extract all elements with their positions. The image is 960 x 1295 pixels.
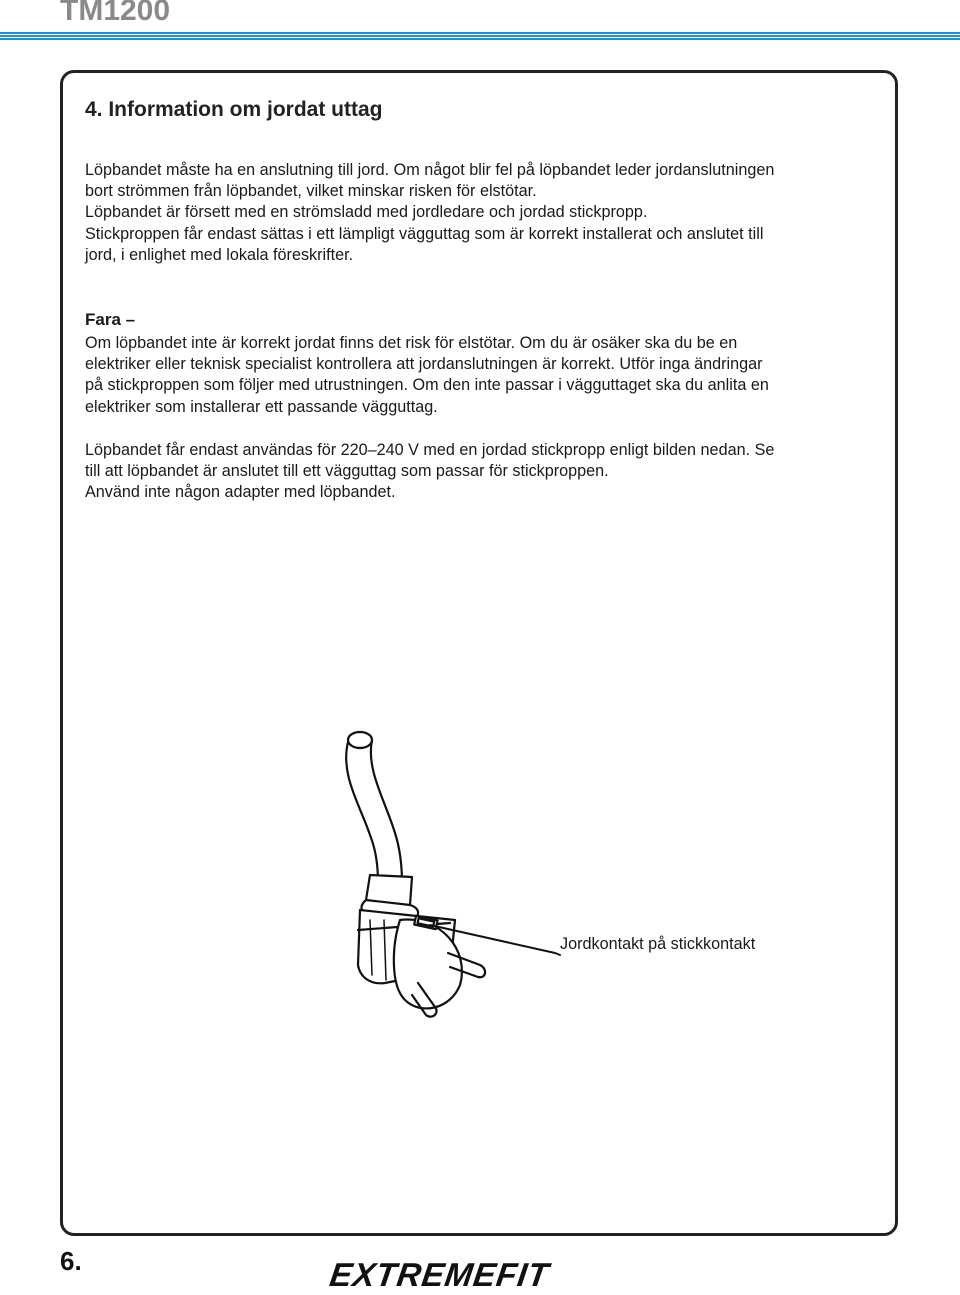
header-rule bbox=[0, 32, 960, 41]
warning-line-2: elektriker eller teknisk specialist kontrollera att jordanslutningen är korrekt. Utför inga ändringar bbox=[85, 355, 763, 373]
plug-illustration bbox=[300, 715, 820, 1025]
usage-line-3: Använd inte någon adapter med löpbandet. bbox=[85, 483, 396, 501]
page-number: 6. bbox=[60, 1246, 82, 1276]
warning-line-1: Om löpbandet inte är korrekt jordat finns det risk för elstötar. Om du är osäker ska du be en bbox=[85, 334, 738, 352]
warning-line-3: på stickproppen som följer med utrustningen. Om den inte passar i vägguttaget ska du anlita en bbox=[85, 376, 769, 394]
callout-label: Jordkontakt på stickkontakt bbox=[560, 935, 756, 953]
warning-label: Fara – bbox=[85, 310, 136, 329]
usage-line-1: Löpbandet får endast användas för 220–240 V med en jordad stickpropp enligt bilden nedan. Se bbox=[85, 441, 775, 459]
intro-line-4: Stickproppen får endast sättas i ett lämpligt vägguttag som är korrekt installerat och anslutet till bbox=[85, 225, 764, 243]
intro-line-2: bort strömmen från löpbandet, vilket minskar risken för elstötar. bbox=[85, 182, 537, 200]
document-title: TM1200 bbox=[60, 0, 171, 27]
intro-line-5: jord, i enlighet med lokala föreskrifter. bbox=[85, 246, 354, 264]
intro-line-1: Löpbandet måste ha en anslutning till jord. Om något blir fel på löpbandet leder jordanslutningen bbox=[85, 161, 775, 179]
brand-logo: EXTREMEFIT bbox=[327, 1256, 552, 1293]
intro-line-3: Löpbandet är försett med en strömsladd med jordledare och jordad stickpropp. bbox=[85, 203, 648, 221]
warning-line-4: elektriker som installerar ett passande vägguttag. bbox=[85, 398, 438, 416]
section-heading: 4. Information om jordat uttag bbox=[85, 98, 383, 121]
usage-line-2: till att löpbandet är anslutet till ett vägguttag som passar för stickproppen. bbox=[85, 462, 609, 480]
